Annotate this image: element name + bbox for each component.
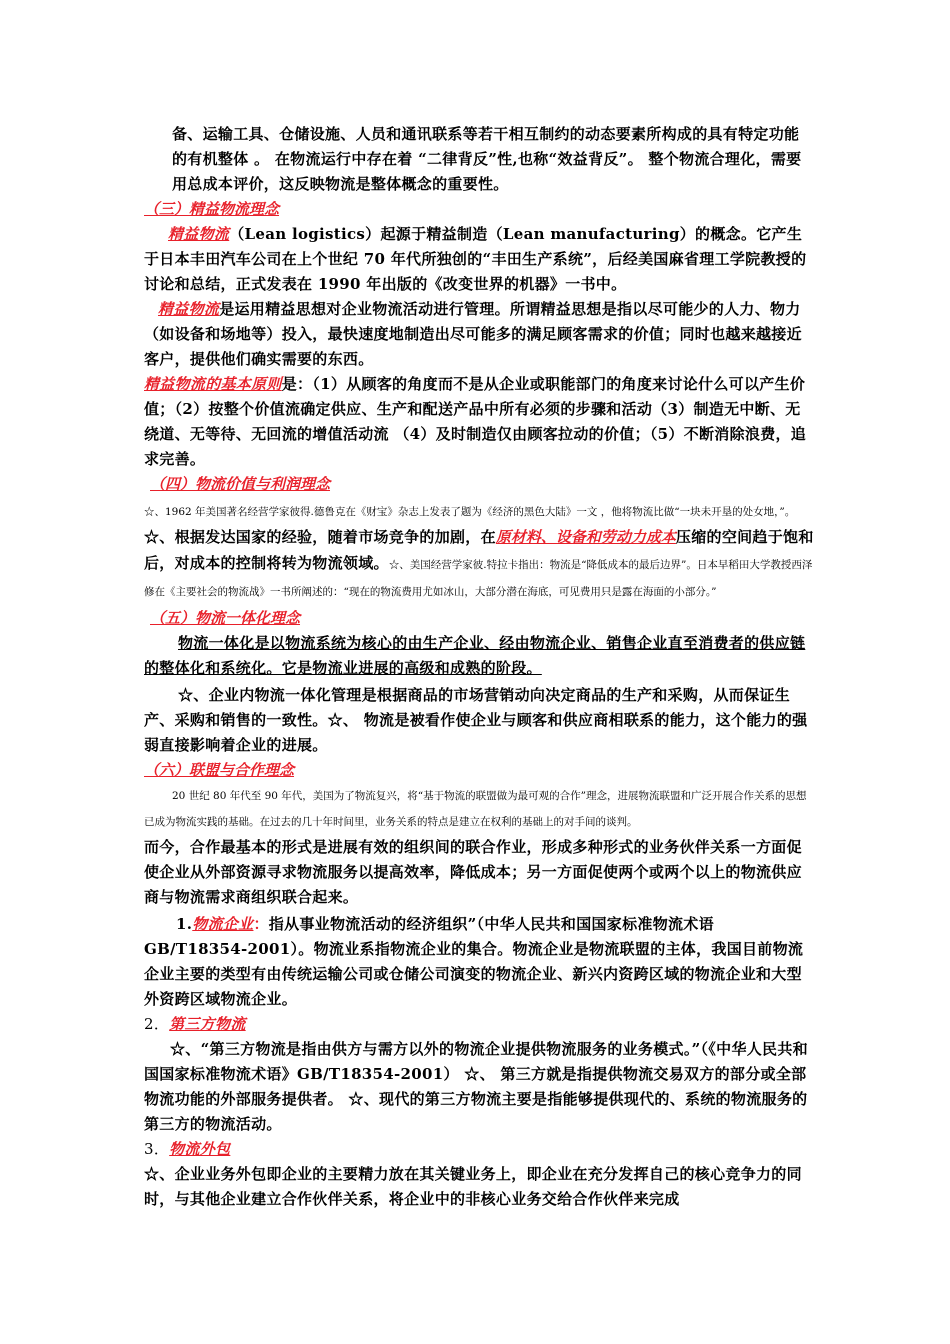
- text-lean-principles: 是：（1）从顾客的角度而不是从企业或职能部门的角度来讨论什么可以产生价值；（2）按整个价值流确定供应、生产和配送产品中所有必须的步骤和活动（3）制造无中断、无绕道、无等待、无回流的增值活动流 （4）及时制造仅由顾客拉动的价值；（5）不断消除浪费，追求完善。: [144, 375, 807, 468]
- text-lean-origin: （Lean logistics）起源于精益制造（Lean manufacturing）的概念。它产生于日本丰田汽车公司在上个世纪 70 年代所独创的“丰田生产系统”，后经美国麻省理工学院教授的讨论和总结，正式发表在 1990 年出版的《改变世界的机器》一书中。: [144, 225, 807, 293]
- paragraph-lean-origin: [144, 222, 814, 297]
- heading-third-party: [144, 1012, 814, 1037]
- text-iceberg: ☆、美国经营学家彼.特拉卡指出：物流是“降低成本的最后边界”。日本早稻田大学教授西泽修在《主要社会的物流战》一书所阐述的：“现在的物流费用尤如冰山，大部分潜在海底，可见费用只是露在海面的小部分。”: [144, 559, 813, 598]
- heading-value-profit: （四）物流价值与利润理念: [150, 475, 331, 493]
- colon-red: ：: [253, 915, 269, 933]
- paragraph-alliance-cooperation: 而今，合作最基本的形式是进展有效的组织间的联合作业，形成多种形式的业务伙伴关系一方面促使企业从外部资源寻求物流服务以提高效率，降低成本；另一方面促使两个或两个以上的物流供应商与物流需求商组织联合起来。: [144, 838, 802, 906]
- number-1: 1.: [176, 915, 193, 933]
- number-2: 2．: [144, 1015, 170, 1033]
- heading-outsourcing: [144, 1137, 814, 1162]
- term-lean-logistics: 精益物流: [168, 225, 230, 243]
- text-cost-control: 压缩的空间趋于饱和后，对成本的控制将转为物流领域。: [144, 528, 814, 572]
- paragraph-outsourcing: ☆、企业业务外包即企业的主要精力放在其关键业务上，即企业在充分发挥自己的核心竞争力的同时，与其他企业建立合作伙伴关系，将企业中的非核心业务交给合作伙伴来完成: [144, 1165, 802, 1208]
- paragraph-lean-principles: [144, 372, 814, 472]
- text-logistics-enterprise: 指从事业物流活动的经济组织”（中华人民共和国国家标准物流术语 GB/T18354-2001）。物流业系指物流企业的集合。物流企业是物流联盟的主体，我国目前物流企业主要的类型有由传统运输公司或仓储公司演变的物流企业、新兴内资跨区域的物流企业和大型外资跨区域物流企业。: [144, 915, 804, 1008]
- term-logistics-enterprise: 物流企业: [192, 915, 254, 933]
- text-developed-countries: ☆、根据发达国家的经验，随着市场竞争的加剧，在: [144, 528, 496, 546]
- heading-lean-logistics: （三）精益物流理念: [144, 200, 280, 218]
- text-lean-definition: 是运用精益思想对企业物流活动进行管理。所谓精益思想是指以尽可能少的人力、物力（如设备和场地等）投入，最快速度地制造出尽可能多的满足顾客需求的价值；同时也越来越接近客户，提供他们确实需要的东西。: [144, 300, 802, 368]
- heading-integration: （五）物流一体化理念: [150, 609, 301, 627]
- term-cost-materials: 原材料、设备和劳动力成本: [495, 528, 676, 546]
- text-drucker: ☆、1962 年美国著名经营学家彼得.德鲁克在《财宝》杂志上发表了题为《经济的黑色大陆》一文 ，他将物流比做“一块未开垦的处女地，”。: [144, 506, 796, 518]
- paragraph-integration-management: ☆、企业内物流一体化管理是根据商品的市场营销动向决定商品的生产和采购，从而保证生产、采购和销售的一致性。☆、 物流是被看作使企业与顾客和供应商相联系的能力，这个能力的强弱直接影响着企业的进展。: [144, 686, 808, 754]
- document-page: [144, 122, 814, 1212]
- term-third-party-logistics: 第三方物流: [169, 1015, 246, 1033]
- paragraph-alliance-history: 20 世纪 80 年代至 90 年代，美国为了物流复兴，将“基于物流的联盟做为最可观的合作”理念，进展物流联盟和广泛开展合作关系的思想已成为物流实践的基础。在过去的几十年时间里，业务关系的特点是建立在权利的基础上的对手间的谈判。: [144, 790, 807, 828]
- paragraph-value-profit: [144, 497, 814, 604]
- term-lean-logistics-2: 精益物流: [158, 300, 220, 318]
- term-lean-principles: 精益物流的基本原则: [144, 375, 282, 393]
- heading-alliance: （六）联盟与合作理念: [144, 761, 295, 779]
- term-logistics-outsourcing: 物流外包: [169, 1140, 231, 1158]
- paragraph-third-party: ☆、“第三方物流是指由供方与需方以外的物流企业提供物流服务的业务模式。”（《中华人民共和国国家标准物流术语》GB/T18354-2001） ☆、 第三方就是指提供物流交易双方的部分或全部物流功能的外部服务提供者。 ☆、现代的第三方物流主要是指能够提供现代的、系统的物流服务的第三方的物流活动。: [144, 1040, 808, 1133]
- paragraph-integration-definition: 物流一体化是以物流系统为核心的由生产企业、经由物流企业、销售企业直至消费者的供应链的整体化和系统化。它是物流业进展的高级和成熟的阶段。: [144, 634, 806, 677]
- paragraph-intro: 备、运输工具、仓储设施、人员和通讯联系等若干相互制约的动态要素所构成的具有特定功能的有机整体 。 在物流运行中存在着 “二律背反”性,也称“效益背反”。 整个物流合理化，需要用总成本评价，这反映物流是整体概念的重要性。: [172, 125, 802, 193]
- paragraph-logistics-enterprise: [144, 912, 814, 1012]
- number-3: 3．: [144, 1140, 170, 1158]
- paragraph-lean-definition: [144, 297, 814, 372]
